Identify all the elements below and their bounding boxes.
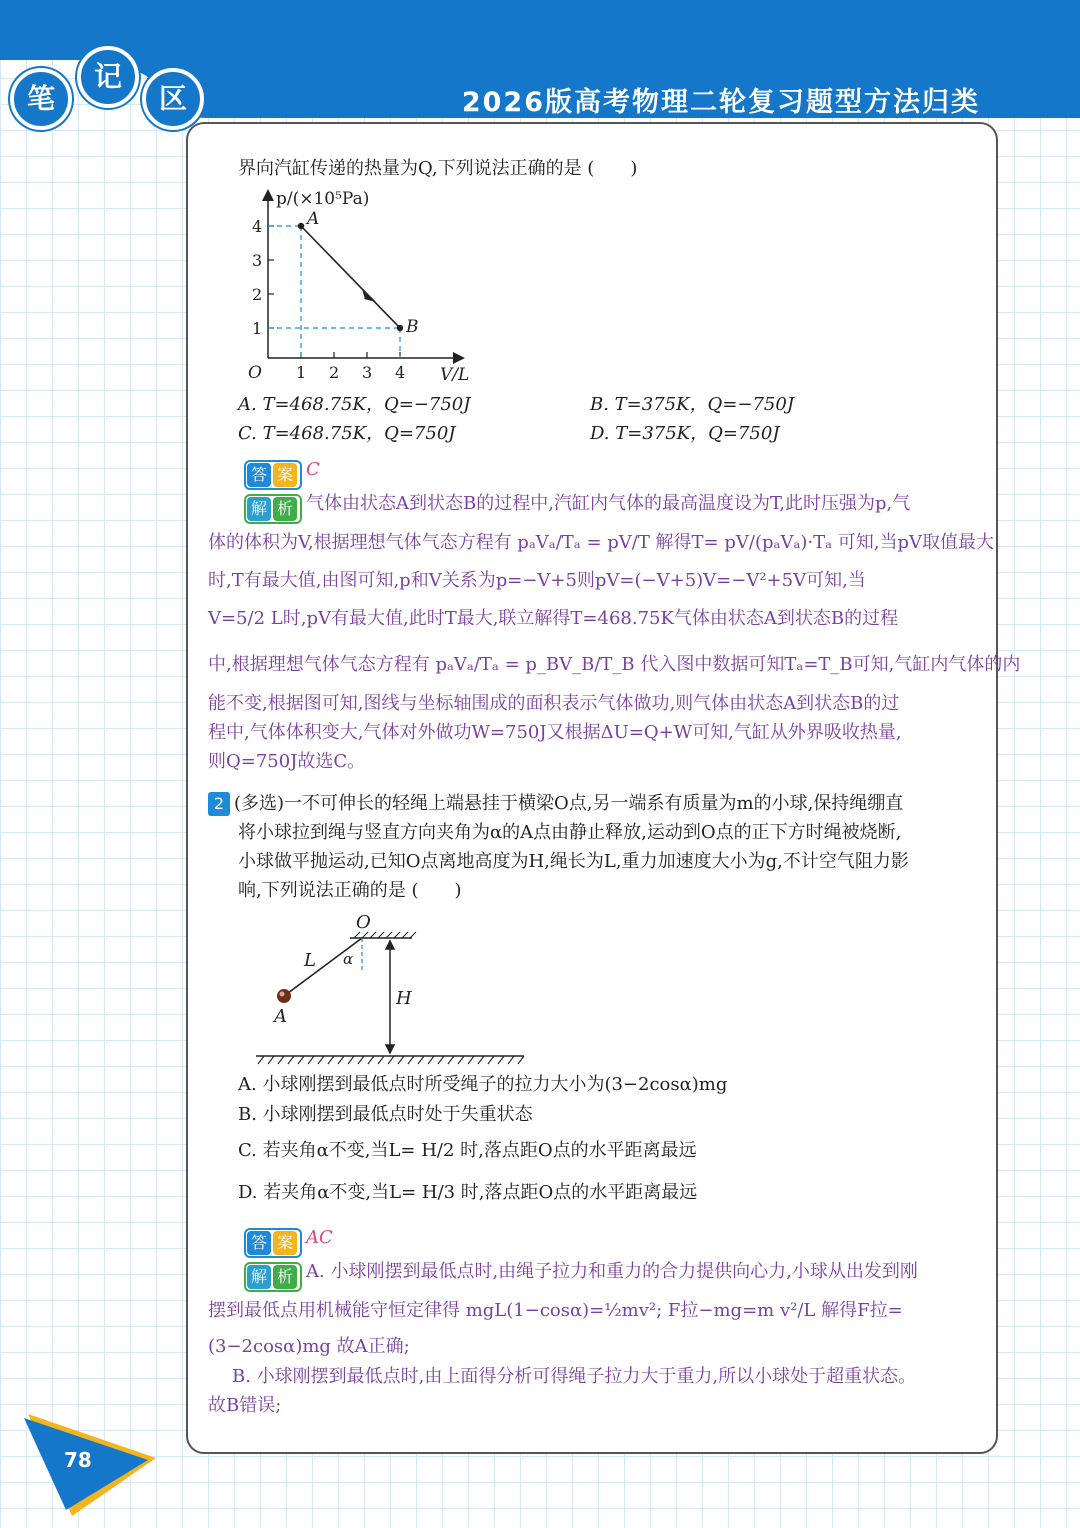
fig-label-alpha: α: [343, 950, 354, 968]
q2-stem-line: 2 (多选)一不可伸长的轻绳上端悬挂于横梁O点,另一端系有质量为m的小球,保持绳绷直: [208, 789, 903, 819]
graph-x-tick: 2: [329, 363, 340, 382]
graph-y-tick: 4: [252, 217, 263, 236]
q1-analysis-line: 程中,气体体积变大,气体对外做功W=750J又根据ΔU=Q+W可知,气缸从外界吸收热量,: [208, 722, 902, 743]
q1-analysis-line: 能不变,根据图可知,图线与坐标轴围成的面积表示气体做功,则气体由状态A到状态B的过: [208, 693, 900, 714]
graph-y-tick: 3: [252, 251, 263, 270]
q1-lead: 界向汽缸传递的热量为Q,下列说法正确的是 ( ): [238, 158, 638, 179]
answer-tag: 答 案: [244, 460, 302, 490]
q1-analysis-line: 解 析 气体由状态A到状态B的过程中,汽缸内气体的最高温度设为T,此时压强为p,气: [244, 489, 910, 524]
graph-point-b: B: [406, 317, 419, 337]
content-panel: [186, 122, 1021, 1454]
q1-option-c: C. T=468.75K，Q=750J: [238, 423, 456, 444]
badge-ji: 记: [77, 46, 139, 108]
q2-analysis-line: 故B错误;: [208, 1395, 282, 1416]
q2-analysis-line: (3−2cosα)mg 故A正确;: [208, 1336, 410, 1357]
badge-bi: 笔: [10, 68, 72, 130]
q1-analysis-line: 体的体积为V,根据理想气体气态方程有 pₐVₐ/Tₐ = pV/T 解得T= pV/(pₐVₐ)·Tₐ 可知,当pV取值最大: [208, 532, 995, 553]
q1-option-b: B. T=375K，Q=−750J: [590, 394, 795, 415]
graph-y-tick: 1: [252, 319, 263, 338]
fig-label-l: L: [304, 950, 316, 971]
q2-analysis-line: B. 小球刚摆到最低点时,由上面得分析可得绳子拉力大于重力,所以小球处于超重状态。: [232, 1366, 917, 1387]
pendulum-figure: [250, 910, 540, 1070]
answer-tag: 答 案: [244, 1228, 302, 1258]
analysis-tag: 解 析: [244, 1262, 302, 1292]
q1-analysis-line: 则Q=750J故选C。: [208, 751, 366, 772]
q2-stem-line: 响,下列说法正确的是 ( ): [238, 880, 462, 901]
page-number: 78: [64, 1448, 92, 1472]
badge-qu: 区: [142, 68, 204, 130]
q2-number: 2: [208, 792, 230, 816]
q2-option-b: B. 小球刚摆到最低点时处于失重状态: [238, 1104, 533, 1125]
q1-option-d: D. T=375K，Q=750J: [590, 423, 780, 444]
graph-x-tick: 4: [395, 363, 406, 382]
q1-analysis-line: 中,根据理想气体气态方程有 pₐVₐ/Tₐ = p_BV_B/T_B 代入图中数据可知Tₐ=T_B可知,气缸内气体的内: [208, 654, 1021, 675]
q2-analysis-line: 解 析 A. 小球刚摆到最低点时,由绳子拉力和重力的合力提供向心力,小球从出发到刚: [244, 1257, 918, 1292]
graph-x-label: V/L: [440, 365, 470, 385]
book-title: 2026版高考物理二轮复习题型方法归类: [461, 87, 980, 118]
fig-label-a: A: [274, 1006, 287, 1027]
q2-answer: AC: [306, 1227, 333, 1248]
q1-analysis-line: 时,T有最大值,由图可知,p和V关系为p=−V+5则pV=(−V+5)V=−V²+5V可知,当: [208, 570, 866, 591]
q2-option-c: C. 若夹角α不变,当L= H/2 时,落点距O点的水平距离最远: [238, 1140, 697, 1161]
ground-hatch: [258, 1056, 524, 1064]
analysis-tag: 解 析: [244, 494, 302, 524]
graph-point-a: A: [307, 209, 320, 229]
fig-label-h: H: [396, 988, 412, 1009]
q1-analysis-line: V=5/2 L时,pV有最大值,此时T最大,联立解得T=468.75K气体由状态A到状态B的过程: [208, 608, 899, 629]
q2-option-a: A. 小球刚摆到最低点时所受绳子的拉力大小为(3−2cosα)mg: [238, 1074, 728, 1095]
q1-answer: C: [306, 459, 320, 480]
q2-option-d: D. 若夹角α不变,当L= H/3 时,落点距O点的水平距离最远: [238, 1182, 698, 1203]
graph-y-tick: 2: [252, 285, 263, 304]
q1-option-a: A. T=468.75K，Q=−750J: [238, 394, 471, 415]
graph-origin: O: [248, 363, 262, 383]
graph-y-label: p/(×10⁵Pa): [276, 189, 370, 209]
q2-stem-line: 将小球拉到绳与竖直方向夹角为α的A点由静止释放,运动到O点的正下方时绳被烧断,: [238, 822, 902, 843]
q2-answer-row: [244, 1223, 333, 1258]
fig-label-o: O: [356, 912, 371, 933]
q2-stem-line: 小球做平抛运动,已知O点离地高度为H,绳长为L,重力加速度大小为g,不计空气阻力影: [238, 851, 909, 872]
pv-graph: [244, 186, 494, 386]
q1-answer-row: [244, 455, 320, 490]
q2-analysis-line: 摆到最低点用机械能守恒定律得 mgL(1−cosα)=½mv²; F拉−mg=m v²/L 解得F拉=: [208, 1300, 903, 1321]
graph-x-tick: 3: [362, 363, 373, 382]
graph-x-tick: 1: [296, 363, 307, 382]
